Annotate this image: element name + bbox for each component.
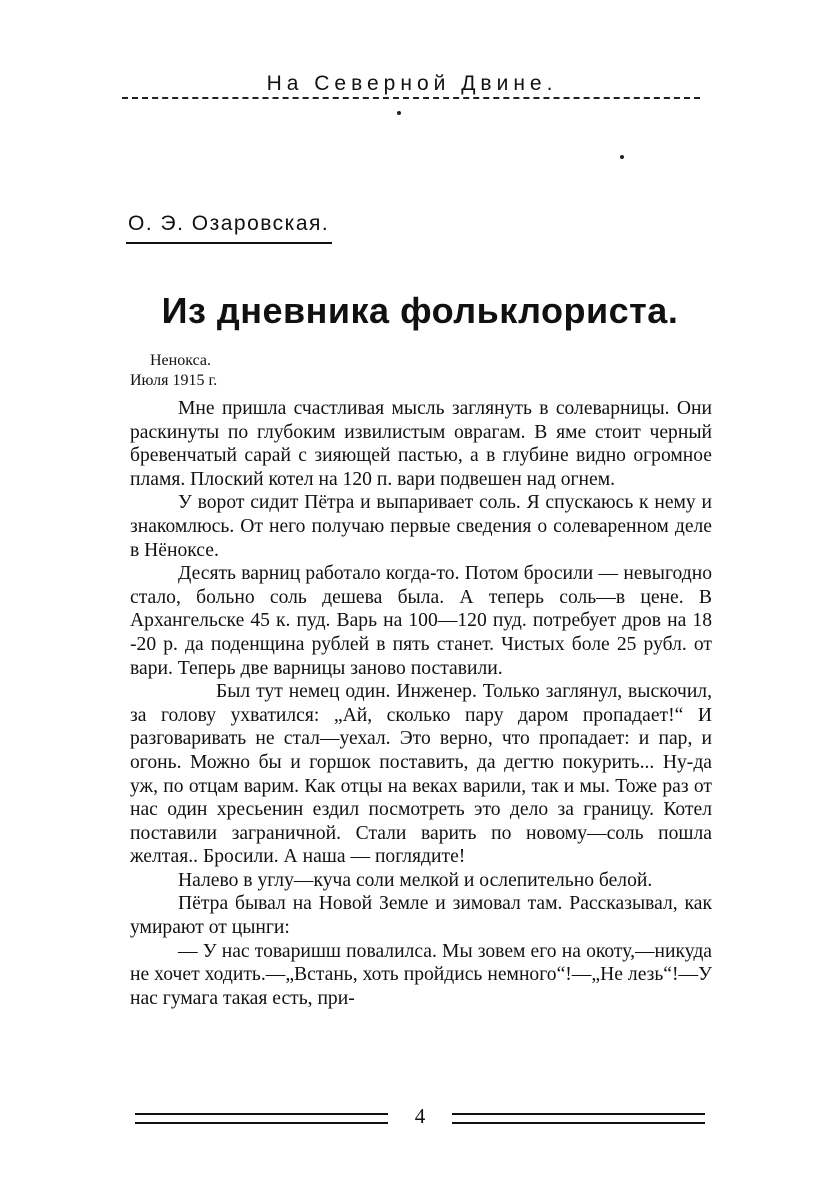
author-name: О. Э. Озаровская. (128, 212, 330, 235)
author-underline (126, 242, 332, 244)
print-speck (397, 111, 401, 115)
body-paragraph: Пётра бывал на Новой Земле и зимовал там. Рассказывал, как умирают от цынги: (130, 893, 712, 939)
footer-rule-right (452, 1113, 705, 1124)
body-paragraph: У ворот сидит Пётра и выпаривает соль. Я спускаюсь к нему и знакомлюсь. От него получаю первые сведения о солеваренном деле в Нёноксе. (130, 492, 712, 561)
body-paragraph: — У нас товаришш повалилса. Мы зовем его на окоту,—никуда не хочет ходить.—„Встань, хоть пройдись немного“!—„Не лезь“!—У нас гумага такая есть, при- (130, 940, 712, 1009)
dateline-place: Ненокса. (150, 352, 211, 369)
body-paragraph: Десять варниц работало когда-то. Потом бросили — невыгодно стало, больно соль дешева была. А теперь соль—в цене. В Архангельске 45 к. пуд. Варь на 100—120 пуд. потребует дров на 18 -20 р. да поденщина рублей в пять станет. Чистых боле 25 рубл. от вари. Теперь две варницы заново поставили. (130, 563, 712, 679)
body-paragraph: Налево в углу—куча соли мелкой и ослепительно белой. (178, 869, 653, 891)
body-paragraph: Был тут немец один. Инженер. Только заглянул, выскочил, за голову ухватился: „Ай, сколько пару даром пропадает!“ И разговаривать не стал—уехал. Это верно, что пропадает: и пар, и огонь. Можно бы и горшок поставить, да дегтю покурить... Ну-да уж, по отцам варим. Как отцы на веках варили, так и мы. Тоже раз от нас один хресьенин ездил посмотреть это дело за границу. Котел поставили заграничной. Стали варить по новому—соль пошла желтая.. Бросили. А наша — поглядите! (130, 681, 712, 868)
page-number: 4 (414, 1104, 426, 1128)
print-speck (620, 155, 624, 159)
dateline-date: Июля 1915 г. (130, 372, 218, 389)
footer-rule-left (135, 1113, 388, 1124)
body-paragraph: Мне пришла счастливая мысль заглянуть в солеварницы. Они раскинуты по глубоким извилистым оврагам. В яме стоит черный бревенчатый сарай с зияющей пастью, а в глубине видно огромное пламя. Плоский котел на 120 п. вари подвешен над огнем. (130, 398, 712, 490)
running-head-title: На Северной Двине. (266, 72, 558, 95)
article-title: Из дневника фольклориста. (161, 290, 679, 331)
article-body (130, 397, 712, 1010)
header-rule (122, 97, 700, 99)
